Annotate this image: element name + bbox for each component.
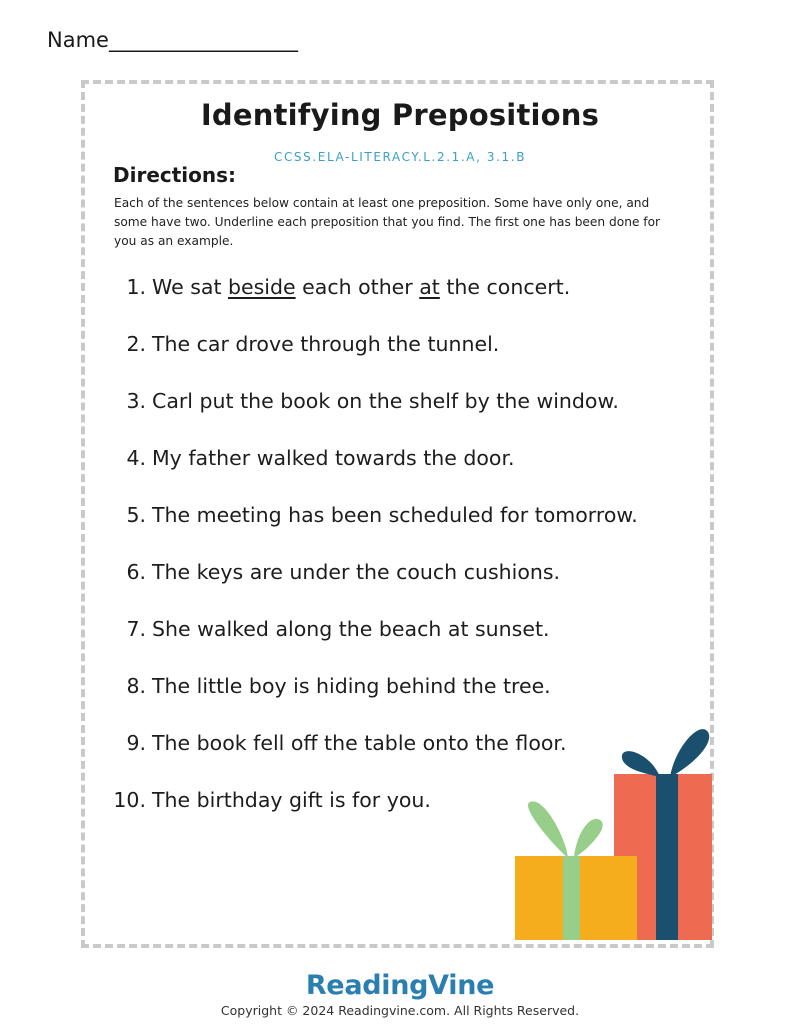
sentence-number: 3. [126, 389, 146, 413]
sentence-text: The book fell off the table onto the floor. [152, 731, 567, 755]
sentence-text: The keys are under the couch cushions. [152, 560, 561, 584]
green-ribbon [563, 856, 580, 940]
sentence-text-part: the concert. [439, 275, 571, 299]
sentence-number: 5. [126, 503, 146, 527]
standard-code: CCSS.ELA-LITERACY.L.2.1.A, 3.1.B [273, 150, 527, 164]
sentence-item [0, 560, 560, 584]
sentence-text: The little boy is hiding behind the tree. [152, 674, 551, 698]
sentence-number: 9. [126, 731, 146, 755]
name-field-line: Name__________________ [47, 28, 298, 52]
underlined-preposition: at [419, 275, 440, 299]
directions-text: Each of the sentences below contain at least one preposition. Some have only one, and some have two. Underline each preposition that you find. The first one has been done for you as an example. [114, 196, 661, 248]
worksheet-title: Identifying Prepositions [200, 98, 600, 132]
sentence-text: The meeting has been scheduled for tomorrow. [152, 503, 638, 527]
copyright-text: Copyright © 2024 Readingvine.com. All Rights Reserved. [220, 1003, 580, 1018]
sentence-number: 6. [126, 560, 146, 584]
sentence-item [0, 275, 570, 299]
readingvine-logo: ReadingVine [305, 970, 495, 1001]
underlined-preposition: beside [228, 275, 296, 299]
directions-heading: Directions: [113, 163, 237, 187]
sentence-number: 7. [126, 617, 146, 641]
sentence-item [0, 731, 567, 755]
sentence-text: She walked along the beach at sunset. [152, 617, 550, 641]
sentence-item [0, 332, 499, 356]
sentence-number: 4. [126, 446, 146, 470]
sentence-number: 10. [113, 788, 146, 812]
sentence-item [0, 788, 431, 812]
sentence-text: Carl put the book on the shelf by the window. [152, 389, 619, 413]
green-bow-left [528, 801, 568, 858]
navy-bow-right [670, 729, 709, 777]
sentence-number: 8. [126, 674, 146, 698]
gift-boxes-illustration [510, 722, 730, 944]
sentence-number: 2. [126, 332, 146, 356]
navy-ribbon [656, 774, 678, 940]
sentence-text: The birthday gift is for you. [152, 788, 431, 812]
sentence-item [0, 503, 638, 527]
sentence-text-part: We sat [152, 275, 228, 299]
sentence-text: My father walked towards the door. [152, 446, 515, 470]
green-bow-right [574, 819, 603, 858]
sentence-item [0, 617, 550, 641]
sentence-text: The car drove through the tunnel. [152, 332, 500, 356]
sentence-item [0, 446, 515, 470]
sentence-text-part: each other [295, 275, 420, 299]
sentence-item [0, 389, 619, 413]
sentence-number: 1. [126, 275, 146, 299]
navy-bow-left [622, 751, 660, 777]
sentence-item [0, 674, 551, 698]
